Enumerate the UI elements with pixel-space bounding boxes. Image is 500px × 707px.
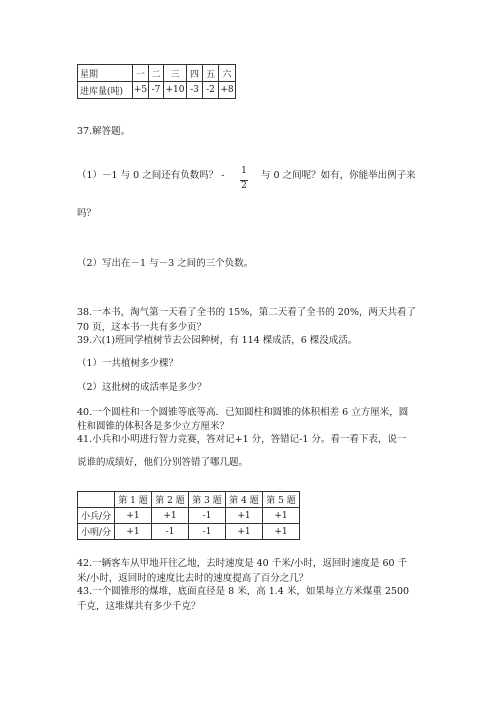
table-cell: [78, 492, 115, 508]
table-cell: 六: [219, 65, 236, 82]
table-cell: +1: [263, 524, 300, 540]
table-cell: +1: [263, 508, 300, 524]
q37-part1-cont: 吗？: [77, 208, 97, 219]
table-cell: 一: [133, 65, 149, 82]
q38-line1: 38.一本书，淘气第一天看了全书的 15%，第二天看了全书的 20%，两天共看了: [77, 307, 416, 318]
table-cell: 第 4 题: [226, 492, 263, 508]
table-row: [78, 65, 236, 82]
table-cell: 小明/分: [78, 524, 115, 540]
table-cell: 星期: [78, 65, 133, 82]
table-cell: 小兵/分: [78, 508, 115, 524]
table-cell: 进库量(吨): [78, 82, 133, 99]
table-cell: -1: [152, 524, 189, 540]
table-row: [78, 524, 300, 540]
q37-part1-text-after: 与 0 之间呢？如有，你能举出例子来: [261, 170, 416, 181]
table-cell: 第 2 题: [152, 492, 189, 508]
q39-part1: （1）一共植树多少棵？: [77, 358, 179, 369]
table-cell: 第 1 题: [115, 492, 152, 508]
table-cell: +1: [226, 508, 263, 524]
table-cell: 三: [164, 65, 187, 82]
q37-title: 37.解答题。: [77, 126, 131, 137]
fraction-denominator: 2: [241, 181, 247, 191]
q42-line1: 42.一辆客车从甲地开往乙地，去时速度是 40 千米/小时，返回时速度是 60 千: [77, 558, 408, 569]
table-row: [78, 492, 300, 508]
table-cell: +10: [164, 82, 187, 99]
q41-line1: 41.小兵和小明进行智力竞赛，答对记+1 分，答错记-1 分。看一看下表，说一: [77, 434, 407, 445]
table-cell: 五: [203, 65, 219, 82]
table-row: [78, 82, 236, 99]
q43-line1: 43.一个圆锥形的煤堆，底面直径是 8 米，高 1.4 米，如果每立方米煤重 2500: [77, 586, 410, 597]
table-cell: +1: [115, 508, 152, 524]
table-cell: +5: [133, 82, 149, 99]
table-cell: +1: [152, 508, 189, 524]
q39-line1: 39.六(1)班同学植树节去公园种树，有 114 棵成活，6 棵没成活。: [77, 335, 358, 346]
q43-line2: 千克，这堆煤共有多少千克？: [77, 601, 201, 612]
q42-line2: 米/小时，返回时的速度比去时的速度提高了百分之几？: [77, 573, 309, 584]
q37-part2: （2）写出在－1 与－3 之间的三个负数。: [77, 258, 254, 269]
q40-line1: 40.一个圆柱和一个圆锥等底等高．已知圆柱和圆锥的体积相差 6 立方厘米，圆: [77, 407, 409, 418]
q37-part1-text: （1）－1 与 0 之间还有负数吗？ -: [77, 170, 225, 181]
q38-line2: 70 页，这本书一共有多少页？: [77, 322, 207, 333]
table-row: [78, 508, 300, 524]
table-cell: 第 3 题: [189, 492, 226, 508]
fraction-numerator: 1: [241, 166, 247, 176]
table-cell: 二: [149, 65, 164, 82]
table-cell: +8: [219, 82, 236, 99]
table-cell: +1: [115, 524, 152, 540]
table-cell: -7: [149, 82, 164, 99]
q40-line2: 柱和圆锥的体积各是多少立方厘米？: [77, 421, 230, 432]
table-cell: -2: [203, 82, 219, 99]
q39-part2: （2）这批树的成活率是多少？: [77, 382, 207, 393]
storage-table: [77, 64, 236, 99]
q41-line2: 说谁的成绩好，他们分别答错了哪几题。: [77, 457, 249, 468]
table-cell: 四: [187, 65, 203, 82]
table-cell: -1: [189, 524, 226, 540]
table-cell: 第 5 题: [263, 492, 300, 508]
table-cell: -1: [189, 508, 226, 524]
table-cell: +1: [226, 524, 263, 540]
score-table: [77, 491, 300, 540]
table-cell: -3: [187, 82, 203, 99]
